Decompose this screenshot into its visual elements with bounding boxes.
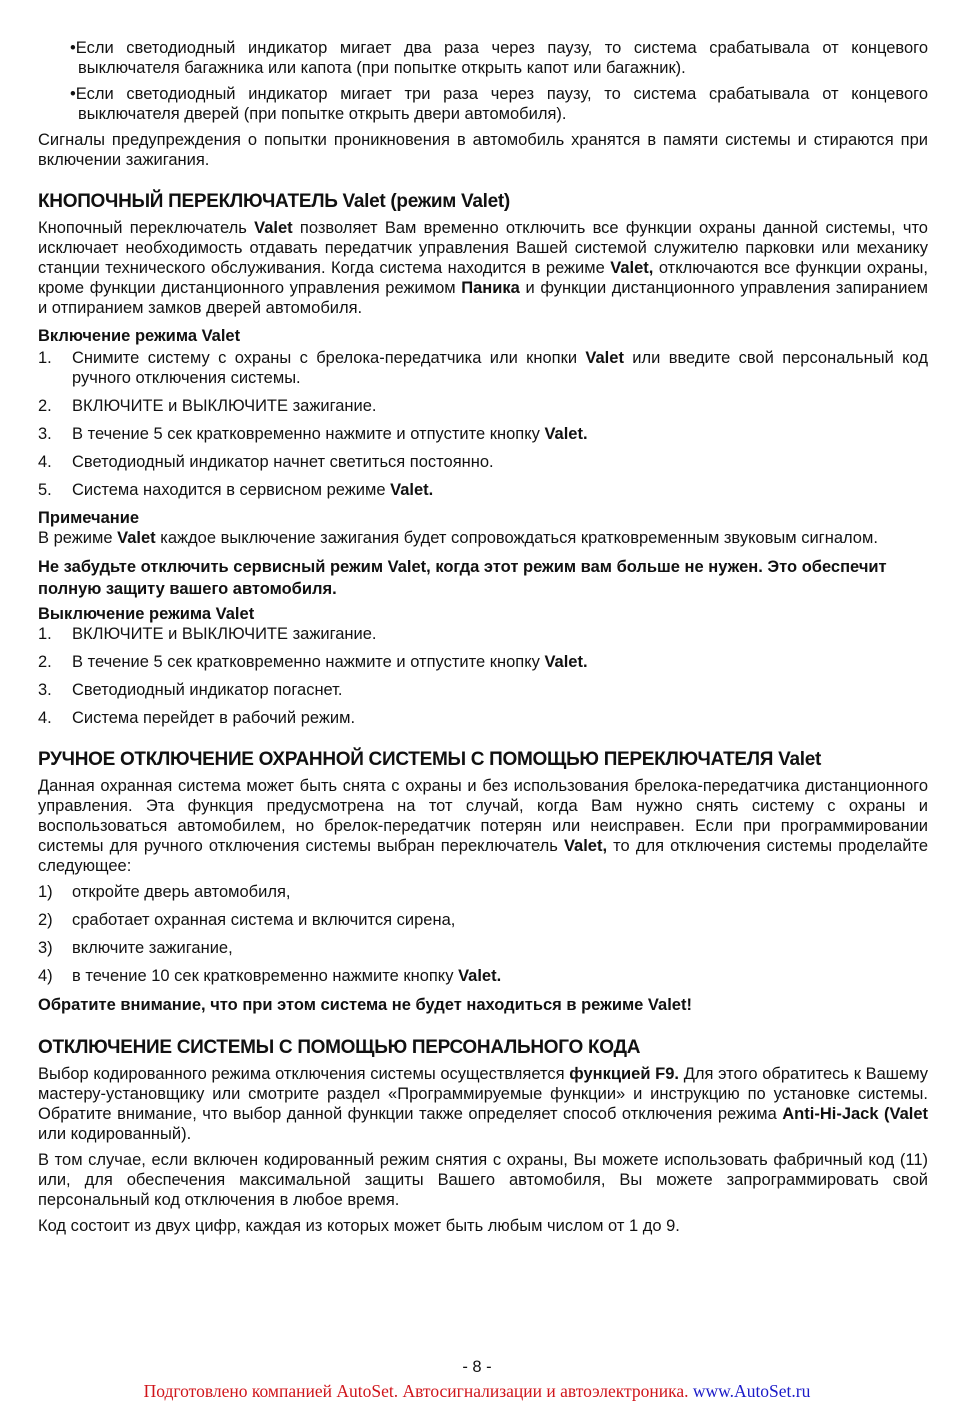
list-item: 1. Снимите систему с охраны с брелока-передатчика или кнопки Valet или введите свой персональный код ручного отключения системы. <box>38 349 928 387</box>
list-item: 5. Система находится в сервисном режиме Valet. <box>38 481 434 499</box>
list-item: 3) включите зажигание, <box>38 939 233 957</box>
list-item: 4. Светодиодный индикатор начнет светиться постоянно. <box>38 453 494 471</box>
section-code-paragraph-3: Код состоит из двух цифр, каждая из которых может быть любым числом от 1 до 9. <box>38 1217 680 1235</box>
list-item: 1) откройте дверь автомобиля, <box>38 883 291 901</box>
section-valet-title: КНОПОЧНЫЙ ПЕРЕКЛЮЧАТЕЛЬ Valet (режим Valet) <box>38 191 510 212</box>
intro-bullet-1: •Если светодиодный индикатор мигает два раза через паузу, то система срабатывала от концевого выключателя багажника или капота (при попытке открыть капот или багажник). <box>70 39 928 77</box>
valet-on-steps <box>38 348 928 500</box>
valet-off-steps <box>38 624 928 728</box>
section-manual-title: РУЧНОЕ ОТКЛЮЧЕНИЕ ОХРАННОЙ СИСТЕМЫ С ПОМОЩЬЮ ПЕРЕКЛЮЧАТЕЛЯ Valet <box>38 749 821 770</box>
list-item: 2. В течение 5 сек кратковременно нажмите и отпустите кнопку Valet. <box>38 653 588 671</box>
list-item: 4. Система перейдет в рабочий режим. <box>38 709 356 727</box>
valet-off-title: Выключение режима Valet <box>38 605 255 623</box>
note-title: Примечание <box>38 509 140 527</box>
footer <box>0 1381 954 1402</box>
intro-note: Сигналы предупреждения о попытки проникновения в автомобиль хранятся в памяти системы и стираются при включении зажигания. <box>38 131 928 169</box>
note-text: В режиме Valet каждое выключение зажигания будет сопровождаться кратковременным звуковым сигналом. <box>38 529 878 547</box>
list-item: 4) в течение 10 сек кратковременно нажмите кнопку Valet. <box>38 967 502 985</box>
manual-steps <box>38 882 928 986</box>
list-item: 3. Светодиодный индикатор погаснет. <box>38 681 343 699</box>
footer-link[interactable]: www.AutoSet.ru <box>692 1381 811 1401</box>
page-number: - 8 - <box>462 1358 492 1376</box>
valet-on-title: Включение режима Valet <box>38 327 241 345</box>
section-valet-paragraph: Кнопочный переключатель Valet позволяет Вам временно отключить все функции охраны данной системы, что исключает необходимость отдавать передатчик управления Вашей системой служителю парковки или механику станции технического обслуживания. Когда система находится в режиме Valet, отключаются все функции охраны, кроме функции дистанционного управления режимом Паника и функции дистанционного управления запиранием и отпиранием замков дверей автомобиля. <box>38 219 928 317</box>
valet-warning: Не забудьте отключить сервисный режим Valet, когда этот режим вам больше не нужен. Это обеспечит полную защиту вашего автомобиля. <box>38 558 887 598</box>
list-item: 2) сработает охранная система и включится сирена, <box>38 911 456 929</box>
footer-text: Подготовлено компанией AutoSet. Автосигнализации и автоэлектроника. <box>143 1381 693 1401</box>
list-item: 1. ВКЛЮЧИТЕ и ВЫКЛЮЧИТЕ зажигание. <box>38 625 377 643</box>
manual-warning: Обратите внимание, что при этом система не будет находиться в режиме Valet! <box>38 996 692 1014</box>
section-code-paragraph-1: Выбор кодированного режима отключения системы осуществляется функцией F9. Для этого обратитесь к Вашему мастеру-установщику или смотрите раздел «Программируемые функции» и инструкцию по установке системы. Обратите внимание, что выбор данной функции также определяет способ отключения режима Anti-Hi-Jack (Valet или кодированный). <box>38 1065 929 1143</box>
intro-bullet-2: •Если светодиодный индикатор мигает три раза через паузу, то система срабатывала от концевого выключателя дверей (при попытке открыть двери автомобиля). <box>70 85 928 123</box>
page-content <box>38 38 928 1236</box>
list-item: 3. В течение 5 сек кратковременно нажмите и отпустите кнопку Valet. <box>38 425 588 443</box>
section-code-paragraph-2: В том случае, если включен кодированный режим снятия с охраны, Вы можете использовать фабричный код (11) или, для обеспечения максимальной защиты Вашего автомобиля, Вы можете запрограммировать свой персональный код отключения в любое время. <box>38 1151 928 1209</box>
section-code-title: ОТКЛЮЧЕНИЕ СИСТЕМЫ С ПОМОЩЬЮ ПЕРСОНАЛЬНОГО КОДА <box>38 1037 641 1058</box>
section-manual-paragraph: Данная охранная система может быть снята с охраны и без использования брелока-передатчика дистанционного управления. Эта функция предусмотрена на тот случай, когда Вам нужно снять систему с охраны и воспользоваться автомобилем, но брелок-передатчик потерян или неисправен. Если при программировании системы для ручного отключения системы выбран переключатель Valet, то для отключения системы проделайте следующее: <box>38 777 929 875</box>
list-item: 2. ВКЛЮЧИТЕ и ВЫКЛЮЧИТЕ зажигание. <box>38 397 377 415</box>
